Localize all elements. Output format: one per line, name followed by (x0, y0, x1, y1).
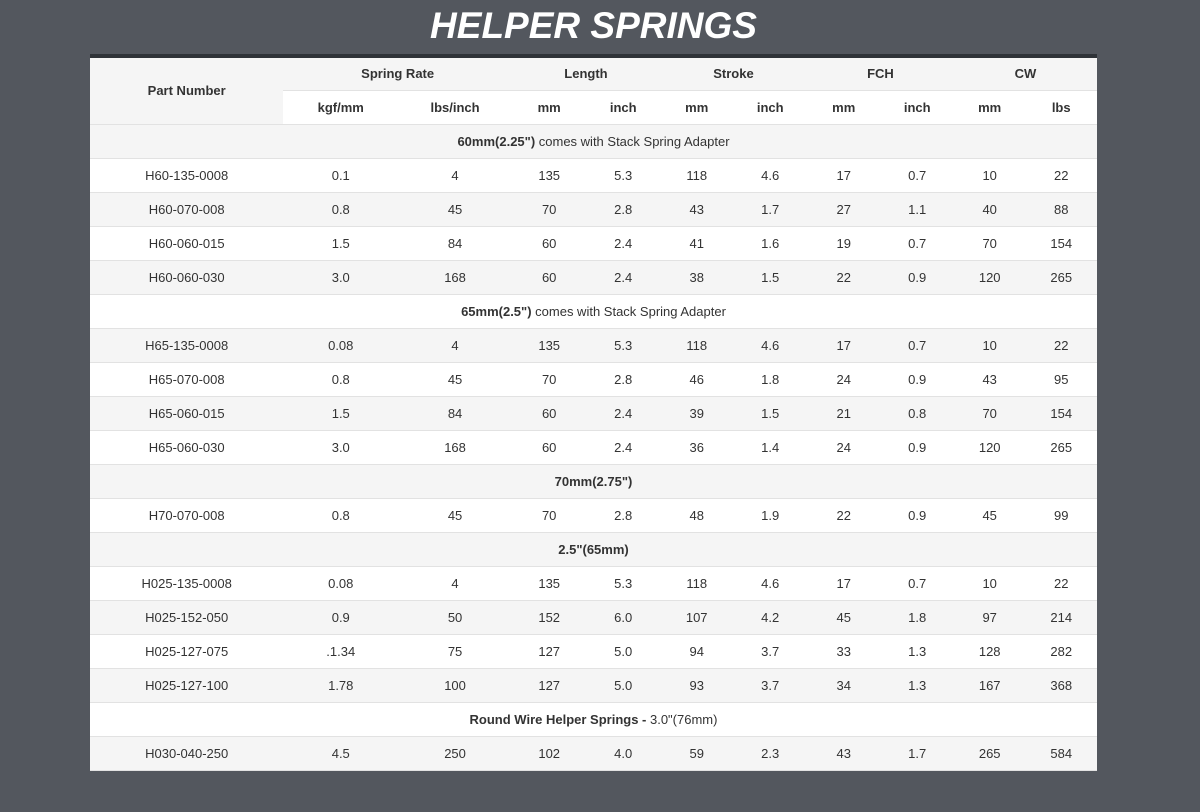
value-cell: 250 (398, 736, 512, 770)
section-header-row (90, 532, 1097, 566)
col-group-length: Length (512, 56, 660, 90)
value-cell: 27 (807, 192, 881, 226)
value-cell: 45 (398, 192, 512, 226)
value-cell: 21 (807, 396, 881, 430)
value-cell: 1.78 (283, 668, 398, 702)
section-title (90, 294, 1097, 328)
value-cell: 93 (660, 668, 734, 702)
value-cell: 2.4 (586, 430, 660, 464)
value-cell: 4 (398, 158, 512, 192)
value-cell: 135 (512, 158, 587, 192)
value-cell: 5.0 (586, 668, 660, 702)
table-row (90, 566, 1097, 600)
value-cell: 60 (512, 226, 587, 260)
value-cell: 4 (398, 328, 512, 362)
value-cell: 84 (398, 226, 512, 260)
value-cell: 2.8 (586, 362, 660, 396)
value-cell: 97 (954, 600, 1025, 634)
value-cell: 70 (954, 396, 1025, 430)
value-cell: 5.0 (586, 634, 660, 668)
part-number-cell: H70-070-008 (90, 498, 283, 532)
value-cell: 4 (398, 566, 512, 600)
col-unit-fch-inch: inch (880, 90, 954, 124)
value-cell: 265 (1025, 430, 1097, 464)
section-title (90, 124, 1097, 158)
part-number-cell: H025-152-050 (90, 600, 283, 634)
value-cell: 1.8 (880, 600, 954, 634)
value-cell: 70 (512, 362, 587, 396)
value-cell: 70 (954, 226, 1025, 260)
value-cell: 45 (398, 498, 512, 532)
value-cell: 0.7 (880, 328, 954, 362)
value-cell: .1.34 (283, 634, 398, 668)
helper-springs-table (90, 54, 1097, 771)
value-cell: 3.0 (283, 260, 398, 294)
section-header-row (90, 294, 1097, 328)
section-header-row (90, 464, 1097, 498)
value-cell: 3.0 (283, 430, 398, 464)
section-title-bold: 60mm(2.25") (457, 133, 536, 149)
value-cell: 10 (954, 328, 1025, 362)
part-number-cell: H65-070-008 (90, 362, 283, 396)
value-cell: 154 (1025, 396, 1097, 430)
value-cell: 19 (807, 226, 881, 260)
table-row (90, 430, 1097, 464)
value-cell: 99 (1025, 498, 1097, 532)
col-group-cw: CW (954, 56, 1097, 90)
value-cell: 0.7 (880, 158, 954, 192)
part-number-cell: H60-060-015 (90, 226, 283, 260)
section-title-bold: 2.5"(65mm) (558, 541, 629, 557)
section-title-bold: 70mm(2.75") (554, 473, 633, 489)
value-cell: 282 (1025, 634, 1097, 668)
value-cell: 10 (954, 566, 1025, 600)
value-cell: 1.4 (733, 430, 807, 464)
value-cell: 10 (954, 158, 1025, 192)
value-cell: 1.5 (283, 226, 398, 260)
col-unit-spring-rate-kgfmm: kgf/mm (283, 90, 398, 124)
value-cell: 75 (398, 634, 512, 668)
value-cell: 167 (954, 668, 1025, 702)
value-cell: 1.6 (733, 226, 807, 260)
table-row (90, 362, 1097, 396)
value-cell: 38 (660, 260, 734, 294)
value-cell: 0.9 (880, 498, 954, 532)
col-unit-cw-mm: mm (954, 90, 1025, 124)
value-cell: 1.7 (880, 736, 954, 770)
table-row (90, 668, 1097, 702)
value-cell: 1.5 (733, 260, 807, 294)
value-cell: 60 (512, 430, 587, 464)
table-row (90, 192, 1097, 226)
value-cell: 36 (660, 430, 734, 464)
table-header (90, 56, 1097, 124)
table-body (90, 124, 1097, 770)
value-cell: 24 (807, 430, 881, 464)
value-cell: 22 (1025, 566, 1097, 600)
value-cell: 265 (954, 736, 1025, 770)
value-cell: 1.3 (880, 634, 954, 668)
value-cell: 45 (954, 498, 1025, 532)
table-row (90, 600, 1097, 634)
value-cell: 0.9 (880, 362, 954, 396)
col-header-part-number: Part Number (90, 56, 283, 124)
value-cell: 22 (1025, 158, 1097, 192)
value-cell: 17 (807, 158, 881, 192)
part-number-cell: H65-060-030 (90, 430, 283, 464)
header-group-row (90, 56, 1097, 90)
value-cell: 43 (954, 362, 1025, 396)
value-cell: 43 (807, 736, 881, 770)
col-group-fch: FCH (807, 56, 954, 90)
value-cell: 1.1 (880, 192, 954, 226)
part-number-cell: H65-135-0008 (90, 328, 283, 362)
value-cell: 135 (512, 328, 587, 362)
col-unit-fch-mm: mm (807, 90, 881, 124)
section-header-row (90, 702, 1097, 736)
value-cell: 5.3 (586, 566, 660, 600)
section-header-row (90, 124, 1097, 158)
value-cell: 0.7 (880, 566, 954, 600)
col-unit-length-inch: inch (586, 90, 660, 124)
section-title-rest: comes with Stack Spring Adapter (531, 303, 726, 319)
value-cell: 368 (1025, 668, 1097, 702)
section-title (90, 532, 1097, 566)
section-title-bold: Round Wire Helper Springs - (469, 711, 647, 727)
page-header (90, 0, 1097, 54)
value-cell: 118 (660, 566, 734, 600)
value-cell: 100 (398, 668, 512, 702)
value-cell: 584 (1025, 736, 1097, 770)
value-cell: 0.9 (880, 430, 954, 464)
value-cell: 40 (954, 192, 1025, 226)
value-cell: 120 (954, 430, 1025, 464)
value-cell: 33 (807, 634, 881, 668)
value-cell: 34 (807, 668, 881, 702)
value-cell: 135 (512, 566, 587, 600)
value-cell: 3.7 (733, 634, 807, 668)
value-cell: 17 (807, 328, 881, 362)
value-cell: 0.9 (283, 600, 398, 634)
value-cell: 265 (1025, 260, 1097, 294)
table-row (90, 260, 1097, 294)
value-cell: 22 (807, 260, 881, 294)
value-cell: 1.3 (880, 668, 954, 702)
value-cell: 4.2 (733, 600, 807, 634)
value-cell: 45 (807, 600, 881, 634)
value-cell: 0.8 (283, 192, 398, 226)
section-title (90, 702, 1097, 736)
part-number-cell: H030-040-250 (90, 736, 283, 770)
col-group-stroke: Stroke (660, 56, 807, 90)
value-cell: 24 (807, 362, 881, 396)
value-cell: 4.6 (733, 158, 807, 192)
value-cell: 4.6 (733, 328, 807, 362)
table-row (90, 328, 1097, 362)
value-cell: 118 (660, 158, 734, 192)
value-cell: 0.08 (283, 328, 398, 362)
value-cell: 2.4 (586, 396, 660, 430)
value-cell: 128 (954, 634, 1025, 668)
value-cell: 50 (398, 600, 512, 634)
value-cell: 0.7 (880, 226, 954, 260)
value-cell: 2.3 (733, 736, 807, 770)
value-cell: 120 (954, 260, 1025, 294)
value-cell: 0.1 (283, 158, 398, 192)
table-row (90, 498, 1097, 532)
col-group-spring-rate: Spring Rate (283, 56, 512, 90)
value-cell: 4.0 (586, 736, 660, 770)
value-cell: 4.5 (283, 736, 398, 770)
value-cell: 4.6 (733, 566, 807, 600)
value-cell: 1.5 (283, 396, 398, 430)
part-number-cell: H60-070-008 (90, 192, 283, 226)
value-cell: 107 (660, 600, 734, 634)
part-number-cell: H65-060-015 (90, 396, 283, 430)
value-cell: 43 (660, 192, 734, 226)
value-cell: 84 (398, 396, 512, 430)
value-cell: 168 (398, 430, 512, 464)
value-cell: 60 (512, 396, 587, 430)
col-unit-spring-rate-lbsinch: lbs/inch (398, 90, 512, 124)
value-cell: 214 (1025, 600, 1097, 634)
value-cell: 0.8 (880, 396, 954, 430)
table-row (90, 634, 1097, 668)
value-cell: 1.7 (733, 192, 807, 226)
col-unit-stroke-mm: mm (660, 90, 734, 124)
value-cell: 0.8 (283, 362, 398, 396)
part-number-cell: H025-127-075 (90, 634, 283, 668)
section-title (90, 464, 1097, 498)
value-cell: 5.3 (586, 328, 660, 362)
value-cell: 1.8 (733, 362, 807, 396)
value-cell: 1.9 (733, 498, 807, 532)
part-number-cell: H025-135-0008 (90, 566, 283, 600)
table-row (90, 226, 1097, 260)
value-cell: 2.8 (586, 498, 660, 532)
page-title: HELPER SPRINGS (430, 5, 757, 46)
section-title-bold: 65mm(2.5") (461, 303, 532, 319)
value-cell: 154 (1025, 226, 1097, 260)
value-cell: 45 (398, 362, 512, 396)
col-unit-cw-lbs: lbs (1025, 90, 1097, 124)
value-cell: 102 (512, 736, 587, 770)
part-number-cell: H025-127-100 (90, 668, 283, 702)
section-title-rest: comes with Stack Spring Adapter (535, 133, 730, 149)
table-row (90, 396, 1097, 430)
value-cell: 168 (398, 260, 512, 294)
value-cell: 1.5 (733, 396, 807, 430)
table-row (90, 736, 1097, 770)
value-cell: 0.8 (283, 498, 398, 532)
col-unit-length-mm: mm (512, 90, 587, 124)
value-cell: 0.9 (880, 260, 954, 294)
value-cell: 39 (660, 396, 734, 430)
value-cell: 94 (660, 634, 734, 668)
table-row (90, 158, 1097, 192)
value-cell: 127 (512, 668, 587, 702)
value-cell: 152 (512, 600, 587, 634)
value-cell: 6.0 (586, 600, 660, 634)
value-cell: 2.8 (586, 192, 660, 226)
value-cell: 95 (1025, 362, 1097, 396)
value-cell: 127 (512, 634, 587, 668)
value-cell: 41 (660, 226, 734, 260)
value-cell: 3.7 (733, 668, 807, 702)
value-cell: 2.4 (586, 260, 660, 294)
value-cell: 46 (660, 362, 734, 396)
value-cell: 5.3 (586, 158, 660, 192)
value-cell: 2.4 (586, 226, 660, 260)
value-cell: 60 (512, 260, 587, 294)
value-cell: 70 (512, 192, 587, 226)
value-cell: 88 (1025, 192, 1097, 226)
part-number-cell: H60-135-0008 (90, 158, 283, 192)
value-cell: 22 (1025, 328, 1097, 362)
value-cell: 118 (660, 328, 734, 362)
value-cell: 22 (807, 498, 881, 532)
part-number-cell: H60-060-030 (90, 260, 283, 294)
value-cell: 48 (660, 498, 734, 532)
value-cell: 70 (512, 498, 587, 532)
value-cell: 0.08 (283, 566, 398, 600)
section-title-rest: 3.0"(76mm) (646, 711, 718, 727)
value-cell: 59 (660, 736, 734, 770)
col-unit-stroke-inch: inch (733, 90, 807, 124)
value-cell: 17 (807, 566, 881, 600)
